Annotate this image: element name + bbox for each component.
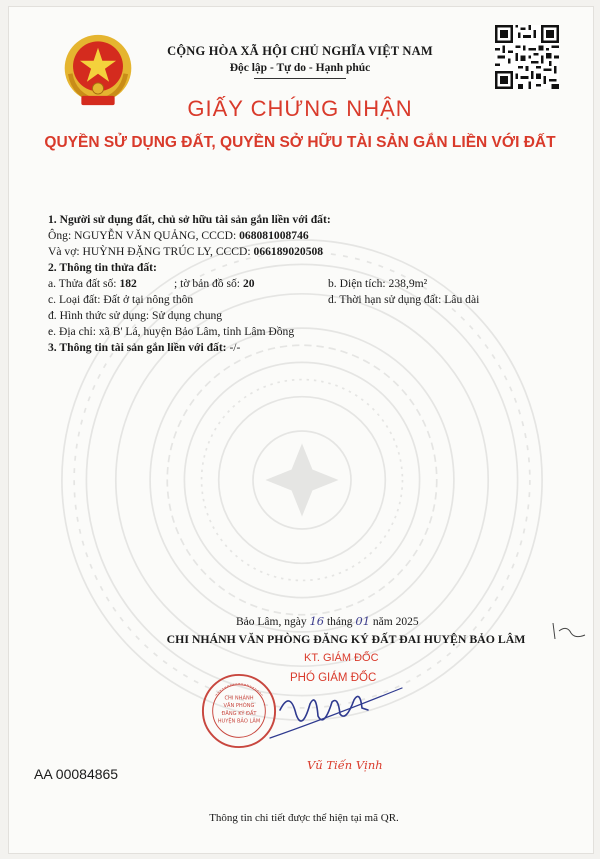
issuing-branch: CHI NHÁNH VĂN PHÒNG ĐĂNG KÝ ĐẤT ĐAI HUYỆN BẢO LÂM bbox=[166, 632, 526, 646]
land-type-line bbox=[48, 293, 193, 306]
owner-cccd-label: , CCCD: bbox=[195, 229, 240, 242]
address-value: xã B' Lá, huyện Bảo Lâm, tỉnh Lâm Đồng bbox=[98, 325, 295, 338]
owner-name: NGUYỄN VĂN QUẢNG bbox=[74, 229, 196, 242]
land-type-value: Đất ở tại nông thôn bbox=[103, 293, 194, 306]
svg-text:HUYỆN BẢO LÂM: HUYỆN BẢO LÂM bbox=[217, 718, 261, 725]
area-line bbox=[328, 277, 427, 290]
spouse-prefix: Và vợ: bbox=[48, 245, 83, 258]
parcel-line bbox=[48, 277, 137, 290]
serial-number: AA 00084865 bbox=[34, 766, 119, 782]
parcel-number: 182 bbox=[119, 277, 137, 290]
place-date-prefix: Bảo Lâm, ngày bbox=[236, 616, 310, 628]
area-label: b. Diện tích: bbox=[328, 277, 389, 290]
deputy-director: PHÓ GIÁM ĐỐC bbox=[290, 672, 377, 684]
address-line bbox=[48, 325, 294, 338]
handwritten-signature bbox=[262, 680, 412, 750]
svg-text:VĂN PHÒNG: VĂN PHÒNG bbox=[223, 703, 255, 710]
parcel-label: a. Thửa đất số: bbox=[48, 277, 120, 290]
section3-line bbox=[48, 341, 240, 354]
spouse-cccd: 066189020508 bbox=[253, 245, 324, 258]
usage-form-value: Sử dụng chung bbox=[152, 309, 223, 322]
year-label: năm 2025 bbox=[370, 616, 419, 628]
owner-cccd: 068081008746 bbox=[239, 229, 309, 242]
signer-name: Vũ Tiến Vịnh bbox=[307, 758, 383, 772]
month-label: tháng bbox=[324, 616, 356, 628]
sign-day: 16 bbox=[309, 614, 325, 628]
place-date bbox=[236, 614, 419, 628]
map-sheet-line bbox=[174, 277, 255, 290]
motto-underline bbox=[254, 78, 346, 79]
section1-heading: 1. Người sử dụng đất, chủ sở hữu tài sản gắn liền với đất: bbox=[48, 213, 331, 226]
section3-heading: 3. Thông tin tài sản gắn liền với đất: bbox=[48, 341, 227, 354]
map-sheet-number: 20 bbox=[242, 277, 255, 290]
svg-text:ĐĂNG KÝ ĐẤT: ĐĂNG KÝ ĐẤT bbox=[221, 710, 257, 717]
section2-heading: 2. Thông tin thửa đất: bbox=[48, 261, 157, 274]
owner-prefix: Ông: bbox=[48, 229, 75, 242]
kt-director: KT. GIÁM ĐỐC bbox=[304, 652, 379, 664]
spouse-cccd-label: , CCCD: bbox=[210, 245, 254, 258]
duration-line bbox=[328, 293, 479, 306]
certificate-subtitle: QUYỀN SỬ DỤNG ĐẤT, QUYỀN SỞ HỮU TÀI SẢN GẮN LIỀN VỚI ĐẤT bbox=[44, 134, 556, 151]
map-sheet-label: ; tờ bản đồ số: bbox=[174, 277, 243, 290]
section3-value: -/- bbox=[226, 341, 241, 354]
qr-footer-note: Thông tin chi tiết được thể hiện tại mã QR. bbox=[209, 812, 399, 824]
owner-line bbox=[48, 229, 309, 242]
national-header: CỘNG HÒA XÃ HỘI CHỦ NGHĨA VIỆT NAM bbox=[167, 44, 433, 58]
national-motto: Độc lập - Tự do - Hạnh phúc bbox=[229, 62, 371, 74]
duration-label: d. Thời hạn sử dụng đất: bbox=[328, 293, 445, 306]
sign-month: 01 bbox=[355, 614, 371, 628]
certificate-title: GIẤY CHỨNG NHẬN bbox=[187, 96, 413, 121]
usage-form-line bbox=[48, 309, 222, 322]
spouse-line bbox=[48, 245, 323, 258]
duration-value: Lâu dài bbox=[444, 293, 480, 306]
land-type-label: c. Loại đất: bbox=[48, 293, 104, 306]
address-label: e. Địa chỉ: bbox=[48, 325, 99, 338]
usage-form-label: đ. Hình thức sử dụng: bbox=[48, 309, 153, 322]
svg-text:CHI NHÁNH: CHI NHÁNH bbox=[224, 695, 254, 702]
area-value: 238,9m² bbox=[388, 277, 428, 290]
spouse-name: HUỲNH ĐẶNG TRÚC LY bbox=[82, 245, 211, 258]
